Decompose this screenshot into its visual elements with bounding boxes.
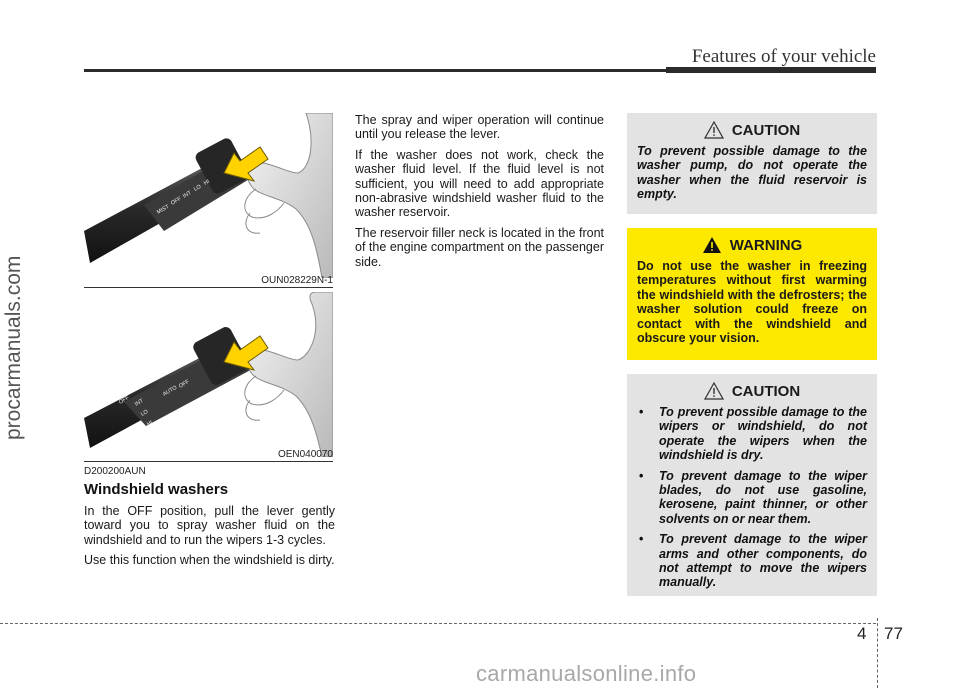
warning-triangle-icon	[702, 236, 722, 254]
lever-mark: HI	[203, 178, 211, 187]
paragraph: The spray and wiper operation will continue until you release the lever.	[355, 113, 604, 142]
caution-box-washer-pump	[627, 113, 877, 214]
caution-triangle-icon	[704, 382, 724, 400]
section-title: Windshield washers	[84, 481, 229, 498]
caution-title: CAUTION	[731, 382, 801, 400]
caution-triangle-icon	[704, 121, 724, 139]
caution-heading	[637, 121, 867, 139]
lever-mark: AUTO	[162, 384, 179, 398]
page-section-number: 4	[857, 624, 867, 643]
figure-b-illustration	[84, 292, 333, 457]
lever-mark: INT	[134, 398, 145, 408]
paragraph: The reservoir filler neck is located in the front of the engine compartment on the passenger side.	[355, 225, 604, 269]
warning-heading	[637, 236, 867, 254]
caution-box-wipers	[627, 374, 877, 596]
lever-mark: OFF	[170, 196, 183, 207]
caution-text: To prevent possible damage to the washer pump, do not operate the washer when the fluid reservoir is empty.	[637, 144, 867, 202]
paragraph: In the OFF position, pull the lever gently toward you to spray washer fluid on the windshield and to run the wipers 1-3 cycles.	[84, 504, 335, 547]
footer-rule	[0, 623, 876, 624]
paragraph: If the washer does not work, check the washer fluid level. If the fluid level is not sufficient, you will need to add appropriate non-abrasive windshield washer fluid to the washer reservoir.	[355, 147, 604, 220]
footer-divider	[877, 618, 878, 688]
caution-heading	[637, 382, 867, 400]
figure-a-code: OUN028229N-1	[261, 275, 333, 286]
side-watermark: procarmanuals.com	[2, 255, 25, 440]
bottom-watermark: carmanualsonline.info	[476, 661, 697, 686]
middle-column-text	[355, 113, 604, 275]
page-header-title: Features of your vehicle	[691, 46, 876, 67]
figure-b-rule	[84, 461, 333, 462]
lever-mark: MIST	[156, 203, 171, 216]
left-column-text	[84, 504, 335, 574]
list-item: • To prevent damage to the wiper blades, do not use gasoline, kerosene, paint thinner, or other solvents on or near them.	[637, 469, 867, 527]
wiper-lever-type-a-image	[84, 113, 333, 278]
warning-title: WARNING	[729, 236, 803, 254]
paragraph: Use this function when the windshield is dirty.	[84, 553, 335, 568]
lever-mark: OFF	[118, 395, 131, 406]
section-code: D200200AUN	[84, 466, 146, 477]
page-number: 77	[884, 624, 903, 643]
warning-text: Do not use the washer in freezing temperatures without first warming the windshield with the defrosters; the washer solution could freeze on contact with the windshield and obscure your vision.	[637, 259, 867, 346]
lever-mark: LO	[193, 183, 203, 193]
warning-box-freezing	[627, 228, 877, 360]
lever-mark: OFF	[178, 379, 191, 390]
list-item: • To prevent possible damage to the wipers or windshield, do not operate the wipers when the windshield is dry.	[637, 405, 867, 463]
wiper-lever-type-b-image	[84, 292, 333, 457]
caution-list	[637, 405, 867, 590]
figure-a-illustration	[84, 113, 333, 278]
list-item: • To prevent damage to the wiper arms and other components, do not attempt to move the wipers manually.	[637, 532, 867, 590]
header-rule-accent	[666, 67, 876, 73]
lever-mark: LO	[140, 408, 150, 418]
figure-b-code: OEN040070	[277, 449, 333, 460]
lever-mark: INT	[182, 190, 193, 200]
lever-mark: HI	[146, 419, 154, 428]
figure-a-rule	[84, 287, 333, 288]
caution-title: CAUTION	[731, 121, 801, 139]
